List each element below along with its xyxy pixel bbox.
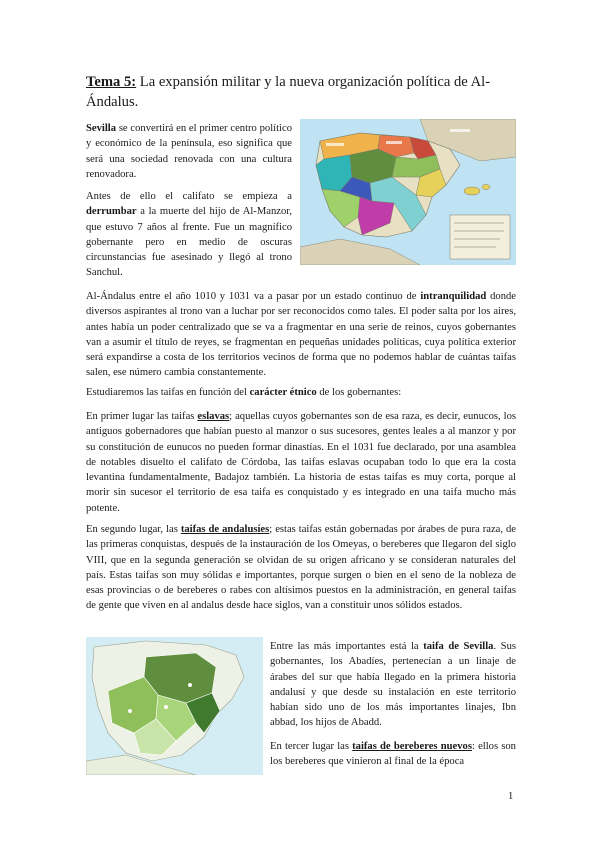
- document-title: [86, 72, 516, 112]
- paragraph-5: [86, 409, 516, 516]
- p7-text-a: Entre las más importantes está la: [270, 641, 424, 652]
- p7-text-b: . Sus gobernantes, los Abadíes, pertenecían a un linaje de árabes del sur que había llegado en la primera historia andalusí y que desde su instalación en este territorio habían sido uno de los más importantes linajes, Ibn abbad, los hijos de Abadd.: [270, 641, 516, 729]
- p6-text-a: En segundo lugar, las: [86, 524, 181, 535]
- p3-text-b: donde diversos aspirantes al trono van a luchar por ser reconocidos como tales. El poder salta por los aires, antes había un poder centralizado que se va a fragmentar en una serie de reinos, cuyos gobernantes van a asumir el título de reyes, se fragmentan en pequeñas unidades políticas, cuya política exterior será expandirse a costa de los territorios vecinos de forma que no podemos hablar de cuántas taifas salen, ese número cambia constantemente.: [86, 291, 516, 379]
- p8-bold: taifas de bereberes nuevos: [352, 741, 472, 752]
- paragraph-7: [270, 639, 516, 731]
- p2-text-b: a la muerte del hijo de Al-Manzor, que estuvo 7 años al frente. Fue un magnífico gobernante pero en medio de oscuras circunstancias fue asesinado y llegó al trono Sanchul.: [86, 206, 292, 279]
- p7-bold: taifa de Sevilla: [423, 641, 494, 652]
- taifas-map-peninsula: [300, 119, 516, 265]
- p1-bold: Sevilla: [86, 123, 117, 134]
- page-number: 1: [508, 791, 514, 802]
- paragraph-4: [86, 385, 516, 400]
- p2-bold: derrumbar: [86, 206, 137, 218]
- paragraph-1: [86, 121, 292, 182]
- p6-bold: taifas de andalusíes: [180, 524, 270, 535]
- p4-bold: carácter étnico: [249, 387, 317, 398]
- p3-text-a: Al-Ándalus entre el año 1010 y 1031 va a pasar por un estado continuo de: [86, 291, 421, 302]
- p6-text-b: ; estas taifas están gobernadas por árabes de pura raza, de las primeras conquistas, después de la instauración de los Omeyas, o bereberes que llegaron del siglo VIII, que en la segunda generación se olvidan de su origen africano y se consideran naturales del país. Estas taifas son muy sólidas e importantes, porque surgen o bien en el seno de la nobleza de esas provincias o de bereberes o ‌rabes con altísimos puestos en la administración, en general taifas de gente que viven en al andalus desde hace siglos, van a constituir unos sólidos estados.: [86, 524, 516, 612]
- paragraph-2: [86, 189, 292, 281]
- p5-text-a: En primer lugar las taifas: [86, 411, 198, 422]
- paragraph-6: [86, 522, 516, 614]
- p5-text-b: ; aquellas cuyos gobernantes son de esa raza, es decir, eunucos, los antiguos gobernadores que habían puesto al manzor o sus sucesores, gentes leales a al manzor y por su constitución de eunucos no pueden formar dinastías. En el 1031 fue declarado, por una asamblea de notables disuelto el califato de Córdoba, las taifas eslavas ocupaban todo lo que era la costa levantina fundamentalmente, Badajoz también. La historia de estas taifas es muy corta, porque al morir sin sucesor el territorio de esa taifa es conquistado y es integrado en una taifa mucho más potente.: [86, 411, 516, 514]
- p8-text-a: En tercer lugar las: [270, 741, 353, 752]
- taifas-map-south: [86, 637, 263, 775]
- p4-text-a: Estudiaremos las taifas en función del: [86, 387, 250, 398]
- p2-text-a: Antes de ello el califato se empieza a: [86, 191, 292, 202]
- title-tema-label: Tema 5:: [86, 74, 137, 90]
- p1-text: se convertirá en el primer centro político y económico de la península, eso significa que será una sociedad renovada con una cultura renovadora.: [86, 123, 292, 180]
- p4-text-b: de los gobernantes:: [316, 387, 402, 398]
- paragraph-8: [270, 739, 516, 770]
- paragraph-3: [86, 289, 516, 381]
- p3-bold: intranquilidad: [420, 291, 487, 302]
- p5-bold: eslavas: [197, 411, 230, 422]
- p8-text-b: : ellos son los bereberes que vinieron al final de la época: [270, 741, 516, 768]
- title-text: La expansión militar y la nueva organización política de Al-Ándalus.: [86, 74, 491, 110]
